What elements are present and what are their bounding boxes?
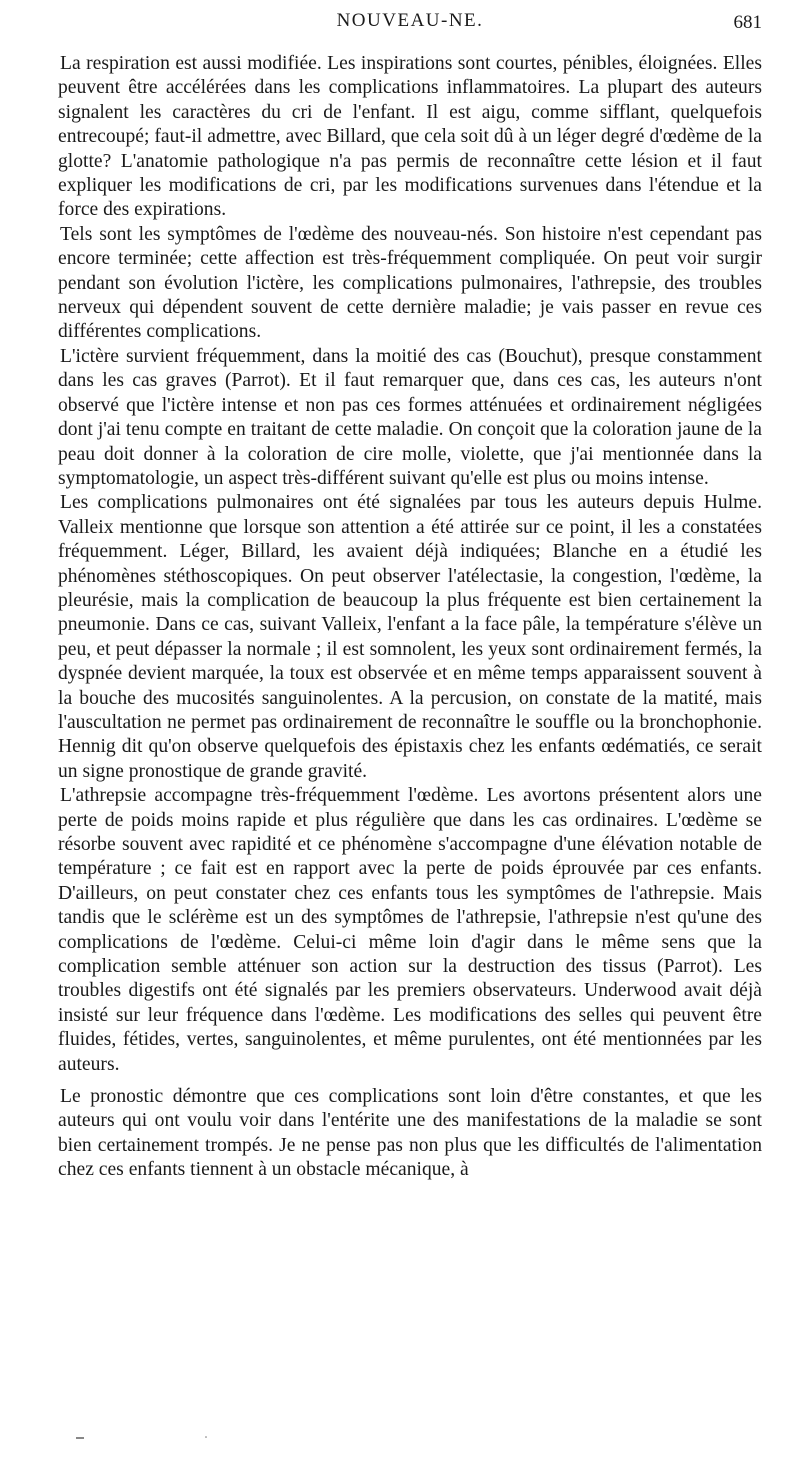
body-text: [58, 52, 762, 1183]
footer-print-marks: [0, 1434, 800, 1444]
paragraph-respiration: La respiration est aussi modifiée. Les inspirations sont courtes, pénibles, éloignées. Elles peuvent être accélérées dans les complications inflammatoires. La plupart des auteurs signalent les caractères du cri de l'enfant. Il est aigu, comme sifflant, quelquefois entrecoupé; faut-il admettre, avec Billard, que cela soit dû à un léger degré d'œdème de la glotte? L'anatomie pathologique n'a pas permis de reconnaître cette lésion et il faut expliquer les modifications de cri, par les modifications survenues dans l'étendue et la force des expirations.: [58, 53, 762, 221]
paragraph-complications-pulmonaires: Les complications pulmonaires ont été signalées par tous les auteurs depuis Hulme. Valleix mentionne que lorsque son attention a été attirée sur ce point, il les a constatées fréquemment. Léger, Billard, les avaient déjà indiquées; Blanche en a étudié les phénomènes stéthoscopiques. On peut observer l'atélectasie, la congestion, l'œdème, la pleurésie, mais la complication de beaucoup la plus fréquente est bien certainement la pneumonie. Dans ce cas, suivant Valleix, l'enfant a la face pâle, la température s'élève un peu, et peut dépasser la normale ; il est somnolent, les yeux sont ordinairement fermés, la dyspnée devient marquée, la toux est observée et en même temps apparaissent souvent à la bouche des mucosités sanguinolentes. A la percusion, on constate de la matité, mais l'auscultation ne permet pas ordinairement de reconnaître le souffle ou la bronchophonie. Hennig dit qu'on observe quelquefois des épistaxis chez les enfants œdématiés, ce serait un signe pronostique de grande gravité.: [58, 492, 762, 782]
running-head: NOUVEAU-NE.: [336, 10, 484, 31]
paragraph-symptomes: Tels sont les symptômes de l'œdème des nouveau-nés. Son histoire n'est cependant pas encore terminée; cette affection est très-fréquemment compliquée. On peut voir surgir pendant son évolution l'ictère, les complications pulmonaires, l'athrepsie, des troubles nerveux qui dépendent souvent de cette dernière maladie; je vais passer en revue ces différentes complications.: [58, 223, 762, 343]
paragraph-ictere: L'ictère survient fréquemment, dans la moitié des cas (Bouchut), presque constamment dans les cas graves (Parrot). Et il faut remarquer que, dans ces cas, les auteurs n'ont observé que l'ictère intense et non pas ces formes atténuées et ordinairement négligées dont j'ai tenu compte en traitant de cette maladie. On conçoit que la coloration jaune de la peau doit donner à la coloration de cire molle, violette, que j'ai mentionnée dans la symptomatologie, un aspect très-différent suivant qu'elle est plus ou moins intense.: [58, 345, 762, 489]
page-header: [58, 8, 762, 42]
print-speck: [205, 1436, 207, 1438]
page-number: 681: [733, 12, 762, 33]
print-specks: [0, 1434, 800, 1444]
paragraph-pronostic: Le pronostic démontre que ces complications sont loin d'être constantes, et que les auteurs qui ont voulu voir dans l'entérite une des manifestations de la maladie se sont bien certainement trompés. Je ne pense pas non plus que les difficultés de l'alimentation chez ces enfants tiennent à un obstacle mécanique, à: [58, 1086, 762, 1181]
paragraph-athrepsie: L'athrepsie accompagne très-fréquemment l'œdème. Les avortons présentent alors une perte de poids moins rapide et plus régulière que dans les cas ordinaires. L'œdème se résorbe souvent avec rapidité et ce phénomène s'accompagne d'une élévation notable de température ; ce fait est en rapport avec la perte de poids éprouvée par ces enfants. D'ailleurs, on peut constater chez ces enfants tous les symptômes de l'athrepsie. Mais tandis que le sclérème est un des symptômes de l'athrepsie, l'athrepsie n'est qu'une des complications de l'œdème. Celui-ci même loin d'agir dans le même sens que la complication semble atténuer son action sur la destruction des tissus (Parrot). Les troubles digestifs ont été signalés par les premiers observateurs. Underwood avait déjà insisté sur leur fréquence dans l'œdème. Les modifications des selles qui peuvent être fluides, fétides, vertes, sanguinolentes, et même purulentes, ont été mentionnées par les auteurs.: [58, 785, 762, 1075]
